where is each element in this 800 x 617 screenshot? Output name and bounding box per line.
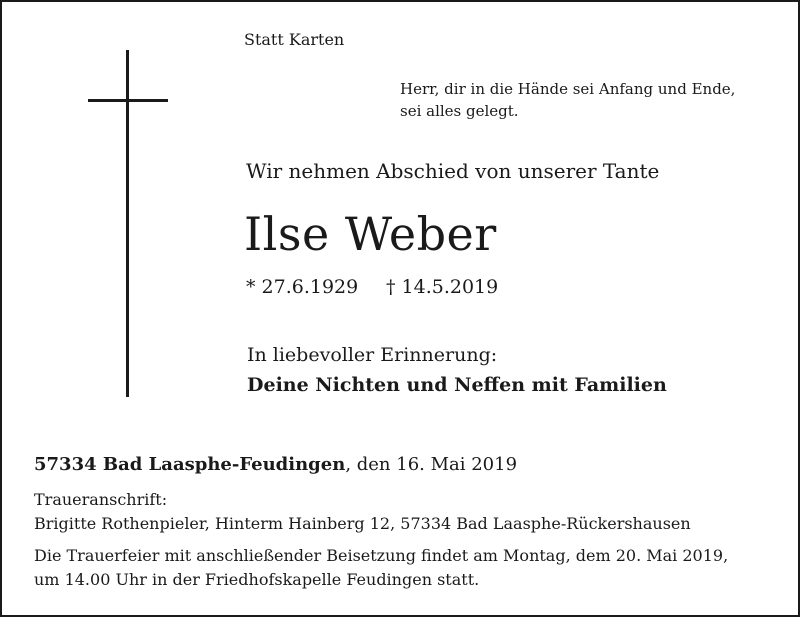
mourners-line: Deine Nichten und Neffen mit Familien <box>247 374 667 396</box>
memory-line: In liebevoller Erinnerung: <box>247 344 498 366</box>
place-name: 57334 Bad Laasphe-Feudingen <box>34 454 346 475</box>
bible-verse <box>400 78 735 122</box>
verse-line-1: Herr, dir in die Hände sei Anfang und Ende, <box>400 80 736 98</box>
birth-date: * 27.6.1929 <box>246 276 359 298</box>
funeral-ceremony-info <box>34 544 728 592</box>
ceremony-line-1: Die Trauerfeier mit anschließender Beisetzung findet am Montag, dem 20. Mai 2019, <box>34 546 729 565</box>
ceremony-line-2: um 14.00 Uhr in der Friedhofskapelle Feudingen statt. <box>34 570 480 589</box>
statt-karten-label: Statt Karten <box>244 30 345 49</box>
farewell-intro: Wir nehmen Abschied von unserer Tante <box>246 159 660 183</box>
cross-vertical-bar <box>126 50 129 397</box>
verse-line-2: sei alles gelegt. <box>400 102 519 120</box>
deceased-name: Ilse Weber <box>244 207 497 261</box>
notice-date: , den 16. Mai 2019 <box>345 454 518 475</box>
address-label: Traueranschrift: <box>34 490 168 509</box>
cross-horizontal-bar <box>88 99 168 102</box>
address-text: Brigitte Rothenpieler, Hinterm Hainberg 12, 57334 Bad Laasphe-Rückershausen <box>34 514 691 533</box>
place-date-line <box>34 454 517 475</box>
mourning-address <box>34 488 691 536</box>
death-date: † 14.5.2019 <box>386 276 499 298</box>
